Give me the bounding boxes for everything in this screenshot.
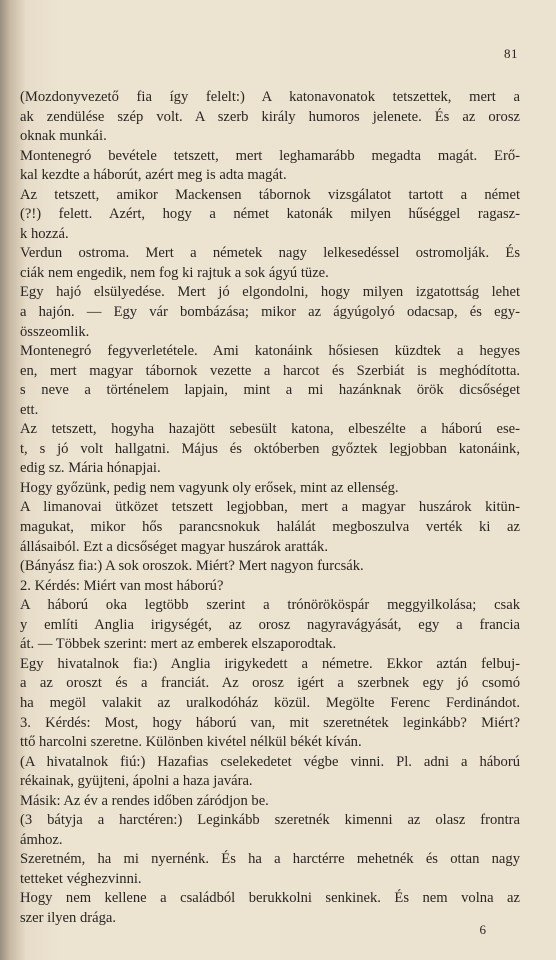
text-line: állásaiból. Ezt a dicsőséget magyar huszárok aratták. xyxy=(20,538,328,555)
page-number: 81 xyxy=(504,46,518,61)
text-line: összeomlik. xyxy=(20,323,90,340)
text-line: kal kezdte a háborút, azért meg is adta magát. xyxy=(20,167,287,184)
text-line: A háború oka legtöbb szerint a trónörököspár meggyilkolása; csak xyxy=(20,597,520,614)
text-line: Montenegró fegyverletétele. Ami katonáink hősiesen küzdtek a hegyes xyxy=(20,343,520,360)
text-line: y említi Anglia irigységét, az orosz nagyravágyását, egy a francia xyxy=(20,616,520,633)
text-line: Másik: Az év a rendes időben záródjon be. xyxy=(20,792,269,809)
text-line: ciák nem engedik, nem fog ki rajtuk a sok ágyú tüze. xyxy=(20,264,329,281)
text-line: a az oroszt és a franciát. Az orosz igért a szerbnek egy jó csomó xyxy=(20,675,520,692)
text-line: (?!) felett. Azért, hogy a német katonák milyen hűséggel ragasz- xyxy=(20,206,520,223)
text-line: en, mert magyar tábornok vezette a harcot és Szerbiát is meghódította. xyxy=(20,362,520,379)
text-line: t, s jó volt hallgatni. Május és októberben győztek legjobban katonáink, xyxy=(20,440,520,457)
text-line: rékainak, gyüjteni, ápolni a haza javára. xyxy=(20,773,253,790)
signature-mark: 6 xyxy=(479,922,486,937)
text-line: k hozzá. xyxy=(20,225,69,242)
body-text xyxy=(20,88,520,929)
text-line: Az tetszett, amikor Mackensen tábornok vizsgálatot tartott a német xyxy=(20,186,520,203)
text-line: ak zendülése szép volt. A szerb király humoros jelenete. És az orosz xyxy=(20,108,520,125)
text-line: (Bányász fia:) A sok oroszok. Miért? Mert nagyon furcsák. xyxy=(20,558,364,575)
text-line: Szeretném, ha mi nyernénk. És ha a harctérre mehetnék és ottan nagy xyxy=(20,851,520,868)
text-line: tetteket véghezvinni. xyxy=(20,870,142,887)
text-line: Hogy győzünk, pedig nem vagyunk oly erősek, mint az ellenség. xyxy=(20,479,399,496)
text-line: (Mozdonyvezető fia így felelt:) A katonavonatok tetszettek, mert a xyxy=(20,89,520,105)
text-line: edig sz. Mária hónapjai. xyxy=(20,460,161,477)
text-line: ett. xyxy=(20,401,39,418)
text-line: 2. Kérdés: Miért van most háború? xyxy=(20,577,224,594)
text-line: Egy hajó elsülyedése. Mert jó elgondolni, hogy milyen izgatottság lehet xyxy=(20,284,520,301)
text-line: s neve a történelem lapjain, mint a mi hazánknak örök dicsőséget xyxy=(20,382,520,399)
text-line: ha megöl valakit az uralkodóház közül. Megölte Ferenc Ferdinándot. xyxy=(20,694,520,711)
text-line: A limanovai ütközet tetszett legjobban, mert a magyar huszárok kitün- xyxy=(20,499,520,516)
text-line: 3. Kérdés: Most, hogy háború van, mit szeretnétek leginkább? Miért? xyxy=(20,714,520,731)
text-line: oknak munkái. xyxy=(20,128,107,145)
text-line: Hogy nem kellene a családból berukkolni senkinek. És nem volna az xyxy=(20,890,520,907)
text-line: ámhoz. xyxy=(20,831,63,848)
text-line: (3 bátyja a harctéren:) Leginkább szeretnék kimenni az olasz frontra xyxy=(20,812,520,829)
text-line: Montenegró bevétele tetszett, mert leghamarább megadta magát. Erő- xyxy=(20,147,520,164)
text-line: ttő harcolni szeretne. Különben kivétel nélkül békét kíván. xyxy=(20,734,362,751)
text-line: Az tetszett, hogyha hazajött sebesült katona, elbeszélte a háború ese- xyxy=(20,421,520,438)
text-line: a hajón. — Egy vár bombázása; mikor az ágyúgolyó odacsap, és egy- xyxy=(20,304,520,321)
text-line: át. — Többek szerint: mert az emberek elszaporodtak. xyxy=(20,636,337,653)
text-line: Egy hivatalnok fia:) Anglia irigykedett a németre. Ekkor aztán felbuj- xyxy=(20,655,520,672)
text-line: Verdun ostroma. Mert a németek nagy lelkesedéssel ostromolják. És xyxy=(20,245,520,262)
text-line: magukat, mikor hős parancsnokuk halálát megboszulva verték ki az xyxy=(20,519,520,536)
text-line: szer ilyen drága. xyxy=(20,909,117,926)
text-line: (A hivatalnok fiú:) Hazafias cselekedetet végbe vinni. Pl. adni a háború xyxy=(20,753,520,770)
